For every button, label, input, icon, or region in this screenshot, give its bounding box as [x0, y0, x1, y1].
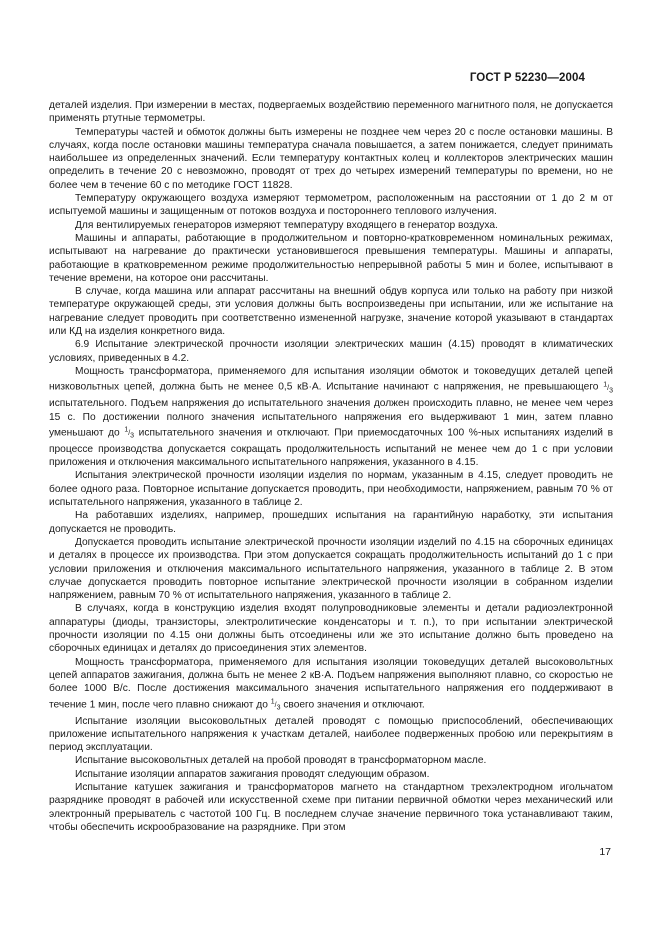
fraction-denominator: 3 — [276, 704, 281, 712]
paragraph: Испытание изоляции высоковольтных деталей проводят с помощью приспособлений, обеспечивающих приложение испытательного напряжения к участкам деталей, наиболее подверженных пробою или перекрытиям в период эксплуатации. — [49, 715, 613, 754]
paragraph: На работавших изделиях, например, прошедших испытания на гарантийную наработку, эти испытания допускается не проводить. — [49, 510, 613, 535]
paragraph-text: Мощность трансформатора, применяемого для испытания изоляции токоведущих деталей высоковольтных цепей аппаратов зажигания, должна быть не менее 2 кВ·А. Подъем напряжения выполняют плавно, со скоростью не более 1000 В/с. После достижения максимального значения испытательного напряжения его поддерживают в течение 1 мин, после чего плавно снижают до — [49, 656, 613, 710]
document-header: ГОСТ Р 52230—2004 — [469, 72, 585, 84]
fraction-one-third: 1/3 — [603, 381, 613, 394]
paragraph: Допускается проводить испытание электрической прочности изоляции изделий по 4.15 на сборочных единицах и деталях в процессе их производства. При этом допускается сокращать продолжительность испытаний до 1 с при условии приложения и отключения максимального испытательного напряжения, указанного в таблице 2. В этом случае допускается проводить повторное испытание электрической прочности изоляции в собранном изделии напряжением, равным 70 % от испытательного напряжения, указанного в таблице 2. — [49, 536, 613, 602]
fraction-numerator: 1 — [270, 698, 275, 706]
paragraph: Испытание высоковольтных деталей на пробой проводят в трансформаторном масле. — [75, 755, 487, 767]
paragraph — [49, 365, 613, 470]
fraction-one-third: 1/3 — [124, 426, 135, 440]
fraction-one-third: 1/3 — [270, 698, 281, 712]
fraction-numerator: 1 — [124, 426, 129, 434]
page-number: 17 — [599, 846, 611, 858]
paragraph: Температуры частей и обмоток должны быть измерены не позднее чем через 20 с после остановки машины. В случаях, когда после остановки машины температура сначала повышается, а затем понижается, следует принимать наибольшее из определенных значений. Если температуру контактных колец и коллекторов электрических машин определить в течение 20 с невозможно, проводят от трех до четырех измерений температуры по времени, но не более чем в течение 60 с по методике ГОСТ 11828. — [49, 126, 613, 191]
paragraph: В случае, когда машина или аппарат рассчитаны на внешний обдув корпуса или только на работу при низкой температуре окружающей среды, эти условия должны быть воспроизведены при испытании, или же испытание на нагревание следует проводить при соответственно измененной нагрузке, значение которой указывают в стандартах или КД на изделия конкретного вида. — [49, 286, 613, 338]
fraction-denominator: 3 — [130, 432, 135, 440]
paragraph: Испытание катушек зажигания и трансформаторов магнето на стандартном трехэлектродном игольчатом разряднике проводят в рабочей или искусственной схеме при питании первичной обмотки через механический или электронный прерыватель с частотой 100 Гц. В последнем случае значение первичного тока устанавливают таким, чтобы обеспечить искрообразование на разряднике. При этом — [49, 782, 613, 833]
paragraph: деталей изделия. При измерении в местах, подвергаемых воздействию переменного магнитного поля, не допускается применять ртутные термометры. — [49, 100, 613, 125]
paragraph-text: испытательного. Подъем напряжения до испытательного значения должен происходить плавно, не менее чем через 15 с. По достижении полного значения испытательного напряжения его выдерживают 1 мин, затем плавно уменьшают до — [49, 398, 613, 439]
fraction-numerator: 1 — [603, 381, 608, 389]
fraction-denominator: 3 — [609, 386, 613, 394]
paragraph: Испытания электрической прочности изоляции изделия по нормам, указанным в 4.15, следует проводить не более одного раза. Повторное испытание допускается проводить, при необходимости, напряжением, равным 70 % от испытательного напряжения, указанного в таблице 2. — [49, 470, 613, 509]
document-body — [49, 99, 613, 834]
paragraph-text: своего значения и отключают. — [280, 698, 425, 710]
paragraph — [49, 656, 613, 715]
paragraph: Испытание изоляции аппаратов зажигания проводят следующим образом. — [75, 768, 430, 780]
paragraph: Для вентилируемых генераторов измеряют температуру входящего в генератор воздуха. — [75, 219, 498, 231]
paragraph: Температуру окружающего воздуха измеряют термометром, расположенным на расстоянии от 1 до 2 м от испытуемой машины и защищенным от потоков воздуха и постороннего теплового излучения. — [49, 193, 613, 218]
clause-6-9: 6.9 Испытание электрической прочности изоляции электрических машин (4.15) проводят в климатических условиях, приведенных в 4.2. — [49, 339, 613, 364]
paragraph-text: испытательного значения и отключают. При приемосдаточных 100 %-ных испытаниях изделий в процессе производства допускается сокращать продолжительность испытаний не менее чем до 1 с при условии приложения и отключения максимального испытательного напряжения, указанного в 4.15. — [49, 427, 613, 469]
paragraph: Машины и аппараты, работающие в продолжительном и повторно-кратковременном номинальных режимах, испытывают на нагревание до практически установившегося превышения температуры. Машины и аппараты, работающие в кратковременном режиме продолжительностью непрерывной работы 5 мин и более, испытывают в течение времени, на которое они рассчитаны. — [49, 232, 613, 284]
paragraph-text: Мощность трансформатора, применяемого для испытания изоляции обмоток и токоведущих деталей цепей низковольтных цепей, должна быть не менее 0,5 кВ·А. Испытание начинают с напряжения, не превышающего — [49, 365, 613, 393]
paragraph: В случаях, когда в конструкцию изделия входят полупроводниковые элементы и детали радиоэлектронной аппаратуры (диоды, транзисторы, электролитические конденсаторы и т. п.), то при испытании электрической прочности изоляции по 4.15 они должны быть отсоединены или же это испытание должно быть проведено на сборочных единицах и деталях до присоединения этих элементов. — [49, 603, 613, 655]
